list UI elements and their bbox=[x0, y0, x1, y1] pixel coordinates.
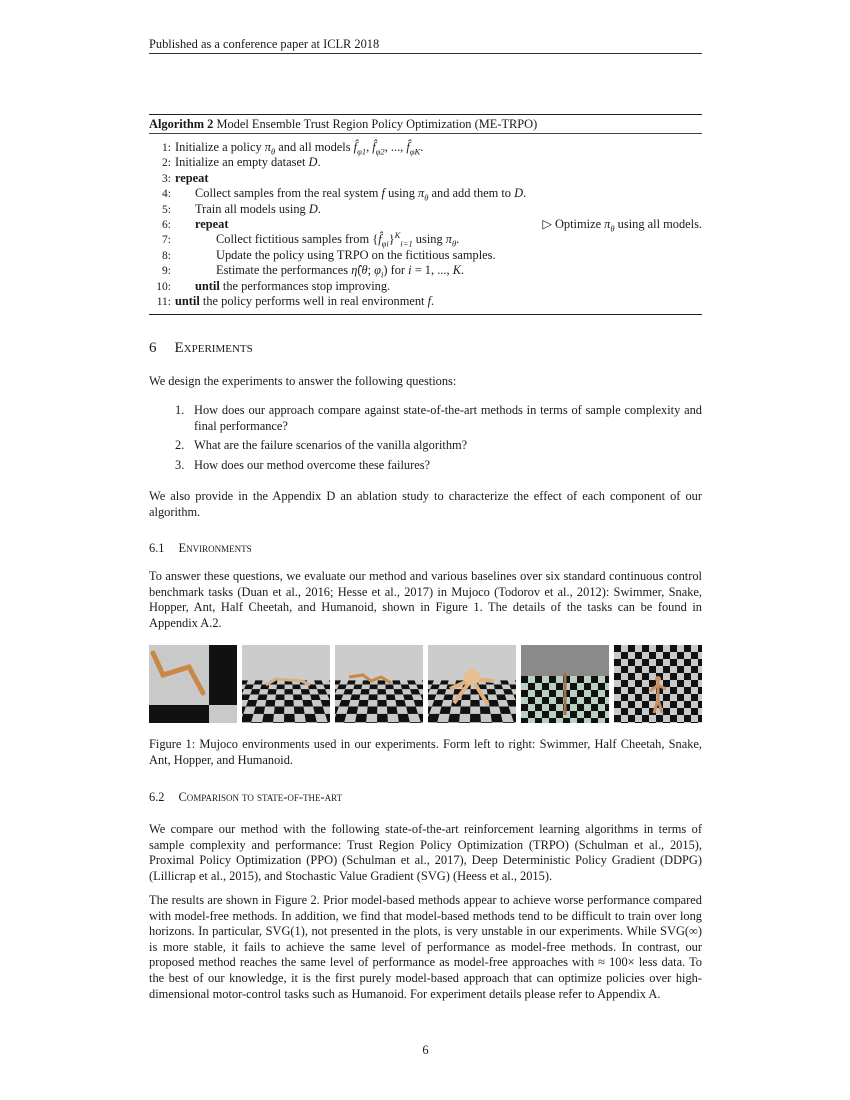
line-body bbox=[175, 140, 424, 157]
line-body bbox=[175, 294, 434, 308]
keyword: until bbox=[195, 278, 220, 293]
line-text: φ1 bbox=[357, 146, 367, 157]
question-item bbox=[149, 403, 702, 434]
line-text: the policy performs well in real environment bbox=[199, 293, 428, 308]
header-rule bbox=[149, 53, 702, 54]
half-cheetah-image bbox=[242, 645, 330, 723]
question-list bbox=[149, 403, 702, 473]
line-text: and add them to bbox=[428, 186, 515, 201]
keyword: until bbox=[175, 293, 200, 308]
line-text: θ bbox=[361, 263, 368, 278]
line-body bbox=[175, 248, 496, 262]
line-text: θ bbox=[451, 238, 457, 249]
line-number: 9: bbox=[162, 265, 171, 278]
line-text: θ bbox=[424, 192, 429, 203]
line-text: φ2 bbox=[375, 146, 385, 157]
subsection-number: 6.2 bbox=[149, 790, 165, 804]
item-text: How does our approach compare against state-of-the-art methods in terms of sample complexity and final performance? bbox=[194, 403, 702, 433]
line-text: , ..., bbox=[384, 140, 407, 154]
section-heading bbox=[149, 340, 702, 357]
line-text: D bbox=[308, 155, 318, 170]
algorithm-line bbox=[149, 171, 702, 186]
line-text: f̂ bbox=[406, 140, 410, 154]
algorithm-line bbox=[149, 232, 702, 247]
line-text: ; bbox=[367, 263, 375, 278]
results-paragraph: The results are shown in Figure 2. Prior model-based methods appear to achieve worse performance compared with model-free methods. In addition, we find that model-based methods tend to be difficult to train over long horizons. In particular, SVG(1), not presented in the plots, is very unstable in our experiments. While SVG(∞) is more stable, it fails to achieve the same level of performance as model-free methods. In contrast, our proposed method reaches the same level of performance as model-free approaches with ≈ 100× less data. To the best of our knowledge, it is the first purely model-based approach that can optimize policies over high-dimensional motor-control tasks such as Humanoid. For experiment details please refer to Appendix A. bbox=[149, 893, 702, 1001]
figure-1-caption: Figure 1: Mujoco environments used in our experiments. Form left to right: Swimmer, Half Cheetah, Snake, Ant, Hopper, and Humanoid. bbox=[149, 737, 702, 767]
line-text: i=1 bbox=[400, 238, 413, 249]
line-text: f bbox=[381, 186, 385, 201]
subsection-title: Environments bbox=[178, 541, 252, 555]
section-title: Experiments bbox=[174, 340, 253, 356]
item-text: How does our method overcome these failures? bbox=[194, 457, 431, 472]
algorithm-label: Algorithm 2 bbox=[149, 117, 214, 131]
line-text: the performances stop improving. bbox=[219, 278, 391, 293]
line-text: K bbox=[452, 263, 461, 278]
line-text: D bbox=[514, 186, 524, 201]
line-body bbox=[175, 263, 465, 280]
line-text: Collect fictitious samples from { bbox=[216, 232, 379, 247]
keyword: repeat bbox=[175, 170, 209, 185]
algorithm-comment bbox=[542, 217, 702, 232]
subsection-title: Comparison to state-of-the-art bbox=[178, 790, 343, 804]
line-text: . bbox=[460, 263, 465, 278]
line-text: Update the policy using TRPO on the fictitious samples. bbox=[216, 247, 496, 262]
algorithm-line bbox=[149, 140, 702, 155]
line-text: . bbox=[317, 201, 321, 216]
hopper-image bbox=[521, 645, 609, 723]
item-number: 3. bbox=[175, 457, 185, 472]
algorithm-line bbox=[149, 263, 702, 278]
swimmer-image bbox=[149, 645, 237, 723]
ant-image bbox=[428, 645, 516, 723]
line-body bbox=[175, 186, 527, 203]
line-number: 11: bbox=[156, 295, 171, 308]
line-text: π bbox=[604, 216, 611, 231]
environments-paragraph: To answer these questions, we evaluate our method and various baselines over six standard continuous control benchmark tasks (Duan et al., 2016; Hesse et al., 2017) in Mujoco (Todorov et al., 2012): Swimmer, Snake, Hopper, Ant, Half Cheetah, and Humanoid, shown in Figure 1. The details of the tasks can be found in Appendix A.2. bbox=[149, 569, 702, 630]
line-number: 2: bbox=[162, 157, 171, 170]
line-number: 6: bbox=[162, 218, 171, 231]
question-item bbox=[149, 438, 702, 454]
line-number: 4: bbox=[162, 188, 171, 201]
line-text: φ bbox=[374, 263, 382, 278]
line-text: Initialize an empty dataset bbox=[175, 155, 309, 170]
line-text: . bbox=[456, 232, 460, 247]
page-number: 6 bbox=[422, 1043, 429, 1057]
line-text: D bbox=[308, 201, 318, 216]
keyword: repeat bbox=[195, 216, 229, 231]
algorithm-line bbox=[149, 279, 702, 294]
line-text: η̂ bbox=[351, 263, 358, 278]
line-body bbox=[175, 217, 229, 231]
line-text: f bbox=[427, 293, 432, 308]
line-text: using bbox=[384, 186, 419, 201]
line-body bbox=[175, 230, 460, 249]
line-text: π bbox=[264, 140, 272, 154]
line-text: ( bbox=[357, 263, 362, 278]
line-text: = 1, ..., bbox=[411, 263, 453, 278]
algorithm-line bbox=[149, 248, 702, 263]
humanoid-image bbox=[614, 645, 702, 723]
line-text: f̂ bbox=[353, 140, 358, 154]
snake-image bbox=[335, 645, 423, 723]
line-text: φK bbox=[409, 146, 421, 157]
line-text: i bbox=[408, 263, 412, 278]
question-item bbox=[149, 458, 702, 474]
line-number: 8: bbox=[162, 249, 171, 262]
line-text: f̂ bbox=[378, 232, 382, 247]
algorithm-lines bbox=[149, 134, 702, 314]
line-text: ) for bbox=[383, 263, 409, 278]
line-text: and all models bbox=[275, 140, 354, 154]
section-number: 6 bbox=[149, 340, 157, 356]
item-text: What are the failure scenarios of the vanilla algorithm? bbox=[194, 438, 468, 453]
line-text: π bbox=[418, 186, 425, 201]
item-number: 2. bbox=[175, 438, 185, 453]
line-text: θ bbox=[271, 146, 276, 157]
algorithm-title bbox=[149, 115, 702, 134]
line-number: 7: bbox=[162, 234, 171, 247]
appendix-paragraph: We also provide in the Appendix D an ablation study to characterize the effect of each component of our algorithm. bbox=[149, 489, 702, 519]
line-body bbox=[175, 171, 209, 185]
algorithm-name: Model Ensemble Trust Region Policy Optimization (ME-TRPO) bbox=[216, 117, 538, 131]
line-number: 10: bbox=[156, 280, 171, 293]
line-text: Initialize a policy bbox=[175, 140, 265, 154]
line-text: . bbox=[420, 140, 424, 154]
algorithm-line bbox=[149, 294, 702, 309]
intro-paragraph: We design the experiments to answer the following questions: bbox=[149, 374, 457, 388]
line-text: K bbox=[394, 230, 401, 241]
line-text: φi bbox=[381, 238, 389, 249]
line-text: . bbox=[523, 186, 527, 201]
line-text: using bbox=[412, 232, 446, 247]
line-text: Collect samples from the real system bbox=[195, 186, 382, 201]
line-text: , bbox=[366, 140, 373, 154]
line-body bbox=[175, 279, 390, 293]
running-header: Published as a conference paper at ICLR 2018 bbox=[149, 37, 380, 51]
line-text: . bbox=[317, 155, 321, 170]
line-number: 3: bbox=[162, 172, 171, 185]
algorithm-line bbox=[149, 186, 702, 201]
subsection-heading bbox=[149, 541, 702, 556]
subsection-heading bbox=[149, 790, 702, 805]
line-number: 5: bbox=[162, 203, 171, 216]
line-text: using all models. bbox=[614, 216, 702, 231]
line-text: Train all models using bbox=[195, 201, 309, 216]
item-number: 1. bbox=[175, 403, 185, 417]
line-text: } bbox=[388, 232, 395, 247]
algorithm-line bbox=[149, 155, 702, 170]
line-text: π bbox=[445, 232, 452, 247]
line-text: θ bbox=[610, 223, 615, 234]
line-text: Estimate the performances bbox=[216, 263, 352, 278]
subsection-number: 6.1 bbox=[149, 541, 165, 555]
line-body bbox=[175, 155, 321, 169]
line-text: i bbox=[381, 269, 384, 280]
line-text: . bbox=[431, 293, 435, 308]
line-body bbox=[175, 202, 321, 216]
line-text: f̂ bbox=[372, 140, 376, 154]
algorithm-line bbox=[149, 202, 702, 217]
comparison-paragraph: We compare our method with the following state-of-the-art reinforcement learning algorithms in terms of sample complexity and performance: Trust Region Policy Optimization (TRPO) (Schulman et al., 2015), Proximal Policy Optimization (PPO) (Schulman et al., 2017), Deep Deterministic Policy Gradient (DDPG) (Lillicrap et al., 2015), and Stochastic Value Gradient (SVG) (Heess et al., 2015). bbox=[149, 822, 702, 883]
line-number: 1: bbox=[162, 142, 171, 154]
algorithm-box bbox=[149, 114, 702, 315]
algorithm-line bbox=[149, 217, 702, 232]
line-text: ▷ Optimize bbox=[542, 216, 605, 231]
figure-1-images bbox=[149, 645, 702, 723]
